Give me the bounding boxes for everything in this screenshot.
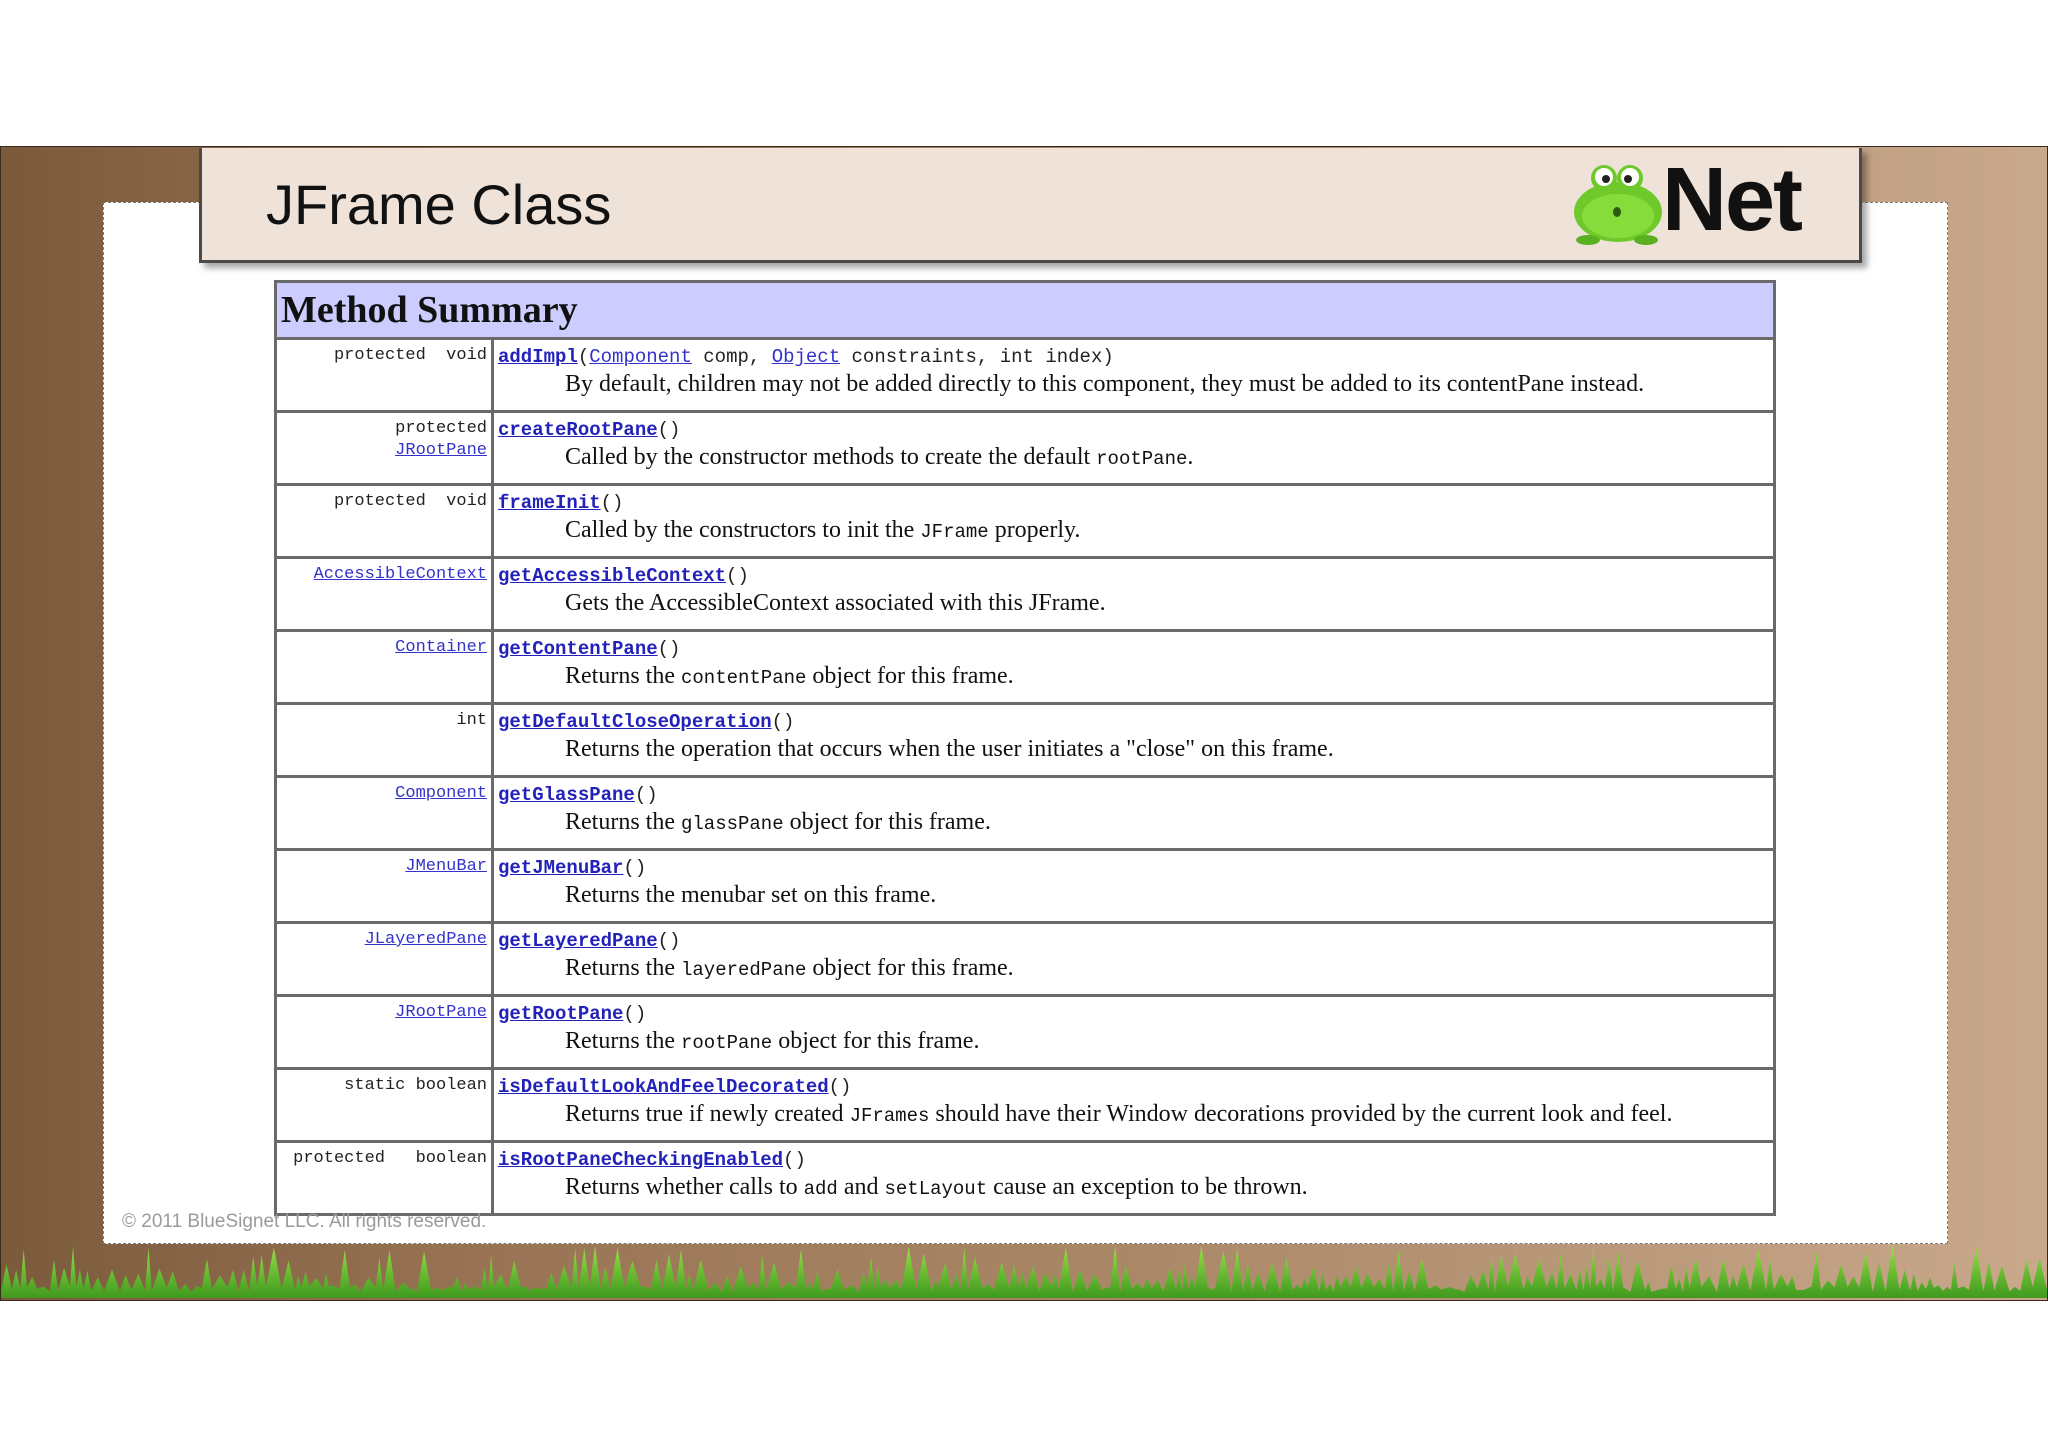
method-signature <box>498 564 1769 588</box>
modifier-text: protected boolean <box>293 1149 487 1168</box>
description-text: Returns whether calls to <box>565 1174 804 1200</box>
method-name-link[interactable]: getLayeredPane <box>498 930 658 952</box>
return-type-link[interactable]: Component <box>395 784 487 803</box>
description-text: Returns the operation that occurs when the user initiates a "close" on this frame. <box>565 736 1334 762</box>
description-text: Returns the <box>565 1028 681 1054</box>
return-type-link[interactable]: JMenuBar <box>405 857 487 876</box>
param-text: () <box>623 1003 647 1025</box>
modifier-cell <box>276 777 493 850</box>
method-name-link[interactable]: getJMenuBar <box>498 857 624 879</box>
method-signature <box>498 637 1769 661</box>
code-fragment: add <box>803 1178 838 1200</box>
method-cell <box>493 558 1775 631</box>
param-text: () <box>634 784 658 806</box>
description-text: object for this frame. <box>806 955 1014 981</box>
method-signature <box>498 783 1769 807</box>
param-type-link[interactable]: Object <box>771 346 841 368</box>
method-name-link[interactable]: getRootPane <box>498 1003 624 1025</box>
param-text: () <box>657 930 681 952</box>
param-text: () <box>657 419 681 441</box>
description-text: should have their Window decorations provided by the current look and feel. <box>929 1101 1673 1127</box>
method-cell <box>493 850 1775 923</box>
table-row <box>276 558 1775 631</box>
table-row <box>276 704 1775 777</box>
param-text: () <box>783 1149 806 1171</box>
table-row <box>276 777 1775 850</box>
modifier-cell <box>276 1142 493 1215</box>
modifier-cell <box>276 923 493 996</box>
table-row <box>276 1069 1775 1142</box>
modifier-text: static boolean <box>344 1076 487 1095</box>
method-signature <box>498 1075 1769 1099</box>
method-name-link[interactable]: addImpl <box>498 346 578 368</box>
method-description <box>498 1026 1769 1058</box>
method-description <box>498 880 1769 910</box>
description-text: Gets the AccessibleContext associated with this JFrame. <box>565 590 1106 616</box>
table-row <box>276 339 1775 412</box>
table-row <box>276 996 1775 1069</box>
return-type-link[interactable]: Container <box>395 638 487 657</box>
table-row <box>276 485 1775 558</box>
method-signature <box>498 929 1769 953</box>
method-cell <box>493 631 1775 704</box>
modifier-cell <box>276 996 493 1069</box>
param-text: () <box>600 492 624 514</box>
method-signature <box>498 1002 1769 1026</box>
method-signature <box>498 856 1769 880</box>
method-name-link[interactable]: frameInit <box>498 492 601 514</box>
method-cell <box>493 996 1775 1069</box>
description-text: object for this frame. <box>806 663 1014 689</box>
method-name-link[interactable]: getContentPane <box>498 638 658 660</box>
code-fragment: glassPane <box>680 813 784 835</box>
modifier-cell <box>276 1069 493 1142</box>
description-text: Returns the <box>565 955 681 981</box>
param-text: () <box>657 638 681 660</box>
method-description <box>498 661 1769 693</box>
param-text: constraints, int index) <box>840 346 1114 368</box>
method-description <box>498 1099 1769 1131</box>
description-text: object for this frame. <box>772 1028 980 1054</box>
modifier-cell <box>276 485 493 558</box>
code-fragment: JFrames <box>849 1105 930 1127</box>
description-text: object for this frame. <box>783 809 991 835</box>
table-heading: Method Summary <box>276 282 1775 339</box>
description-text: cause an exception to be thrown. <box>987 1174 1308 1200</box>
method-name-link[interactable]: getGlassPane <box>498 784 635 806</box>
param-text: () <box>623 857 647 879</box>
modifier-cell <box>276 412 493 485</box>
method-cell <box>493 485 1775 558</box>
description-text: Called by the constructors to init the <box>565 517 921 543</box>
method-cell <box>493 339 1775 412</box>
logo-text: Net <box>1662 150 1802 250</box>
method-signature <box>498 491 1769 515</box>
method-name-link[interactable]: getAccessibleContext <box>498 565 727 587</box>
param-text: comp, <box>691 346 772 368</box>
method-cell <box>493 777 1775 850</box>
modifier-cell <box>276 339 493 412</box>
method-description <box>498 369 1769 399</box>
method-description <box>498 807 1769 839</box>
code-fragment: JFrame <box>920 521 989 543</box>
method-cell <box>493 1142 1775 1215</box>
modifier-text: protected void <box>333 346 487 365</box>
description-text: . <box>1187 444 1194 470</box>
param-text: () <box>771 711 795 733</box>
modifier-cell <box>276 631 493 704</box>
copyright-notice: © 2011 BlueSignet LLC. All rights reserved. <box>122 1211 487 1232</box>
grass-decoration <box>1 1240 2047 1298</box>
method-signature <box>498 1148 1769 1172</box>
description-text: By default, children may not be added directly to this component, they must be added to its contentPane instead. <box>565 371 1645 397</box>
param-text: () <box>828 1076 852 1098</box>
param-text: ( <box>577 346 590 368</box>
description-text: properly. <box>988 517 1081 543</box>
method-signature <box>498 345 1769 369</box>
method-name-link[interactable]: getDefaultCloseOperation <box>498 711 772 733</box>
param-type-link[interactable]: Component <box>589 346 692 368</box>
method-name-link[interactable]: createRootPane <box>498 419 658 441</box>
description-text: and <box>837 1174 885 1200</box>
method-cell <box>493 923 1775 996</box>
modifier-text: int <box>456 711 487 730</box>
param-text: () <box>726 565 749 587</box>
method-summary-table <box>274 280 1776 1216</box>
modifier-text: protected <box>395 419 487 438</box>
modifier-cell <box>276 850 493 923</box>
method-signature <box>498 418 1769 442</box>
code-fragment: rootPane <box>680 1032 773 1054</box>
method-description <box>498 734 1769 764</box>
method-description <box>498 588 1769 618</box>
table-row <box>276 1142 1775 1215</box>
return-type-link[interactable]: JRootPane <box>395 441 487 460</box>
method-signature <box>498 710 1769 734</box>
method-name-link[interactable]: isDefaultLookAndFeelDecorated <box>498 1076 829 1098</box>
method-description <box>498 442 1769 474</box>
return-type-link[interactable]: AccessibleContext <box>313 565 487 584</box>
description-text: Returns the menubar set on this frame. <box>565 882 937 908</box>
return-type-link[interactable]: JLayeredPane <box>364 930 487 949</box>
description-text: Returns true if newly created <box>565 1101 850 1127</box>
method-name-link[interactable]: isRootPaneCheckingEnabled <box>498 1149 784 1171</box>
table-row <box>276 923 1775 996</box>
method-cell <box>493 704 1775 777</box>
code-fragment: setLayout <box>884 1178 988 1200</box>
description-text: Returns the <box>565 663 681 689</box>
modifier-text: protected void <box>333 492 487 511</box>
method-description <box>498 515 1769 547</box>
description-text: Returns the <box>565 809 681 835</box>
code-fragment: layeredPane <box>680 959 807 981</box>
table-row <box>276 631 1775 704</box>
method-description <box>498 1172 1769 1204</box>
modifier-cell <box>276 704 493 777</box>
method-cell <box>493 1069 1775 1142</box>
slide-title: JFrame Class <box>266 173 612 236</box>
description-text: Called by the constructor methods to create the default <box>565 444 1097 470</box>
code-fragment: contentPane <box>680 667 807 689</box>
return-type-link[interactable]: JRootPane <box>395 1003 487 1022</box>
method-description <box>498 953 1769 985</box>
modifier-cell <box>276 558 493 631</box>
table-row <box>276 850 1775 923</box>
table-row <box>276 412 1775 485</box>
code-fragment: rootPane <box>1096 448 1188 470</box>
method-cell <box>493 412 1775 485</box>
